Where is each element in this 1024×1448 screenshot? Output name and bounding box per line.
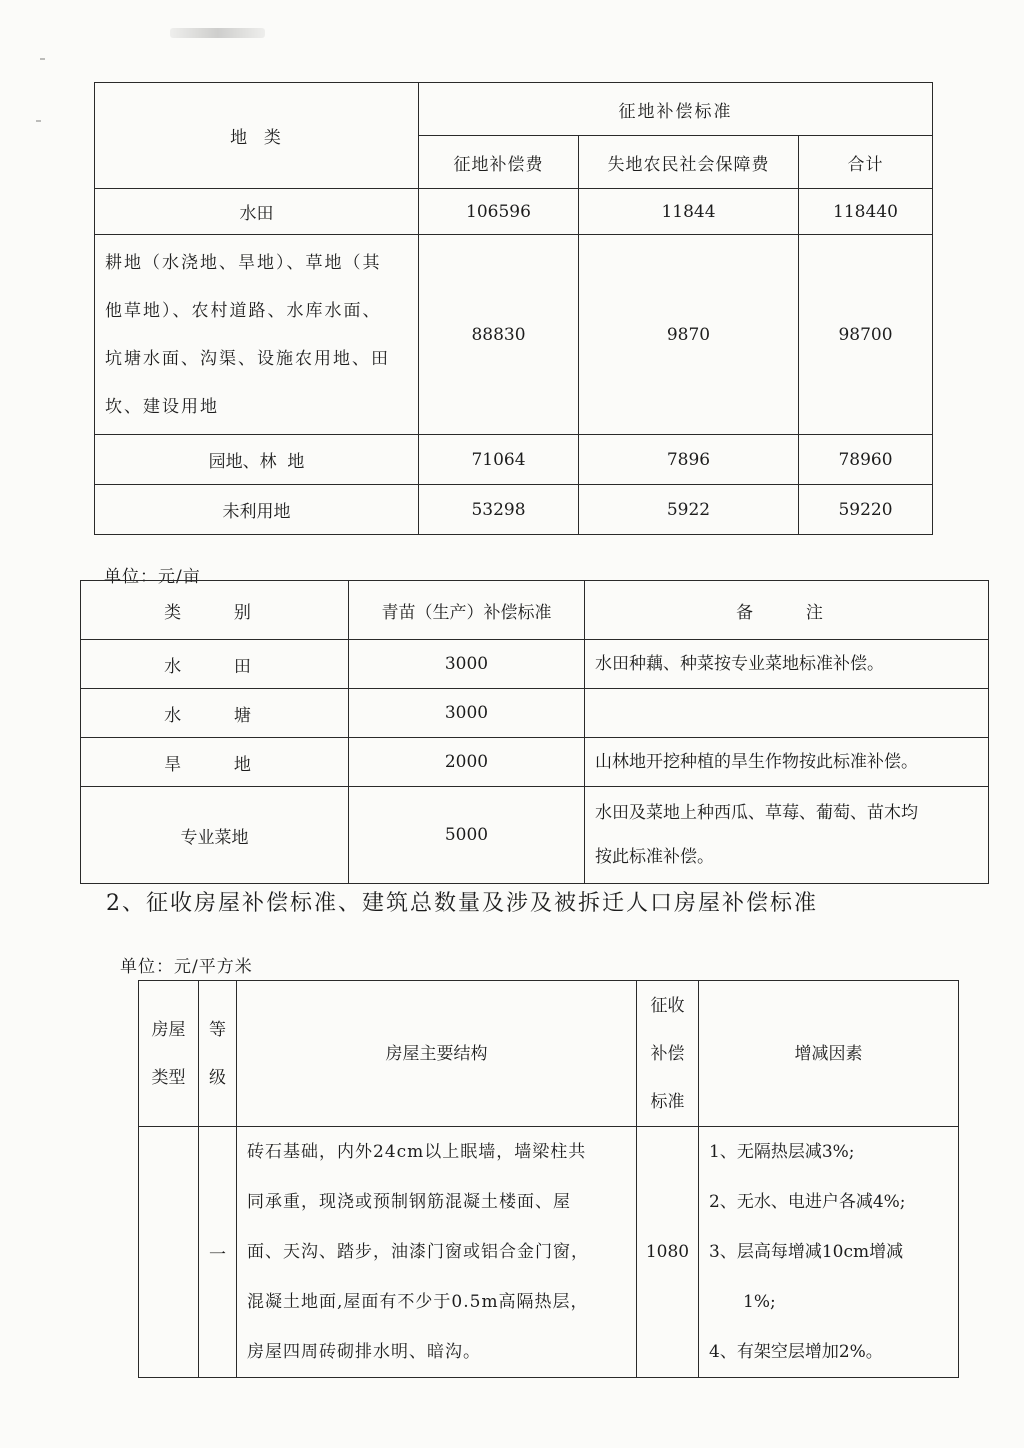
total-value: 59220 xyxy=(799,485,933,535)
crop-remark xyxy=(585,787,989,884)
structure-line: 房屋四周砖砌排水明、暗沟。 xyxy=(247,1342,481,1362)
structure-line: 同承重，现浇或预制钢筋混凝土楼面、屋 xyxy=(247,1192,571,1212)
fee-value: 88830 xyxy=(419,235,579,435)
crop-standard: 5000 xyxy=(349,787,585,884)
fee-value: 106596 xyxy=(419,189,579,235)
total-value: 118440 xyxy=(799,189,933,235)
header-line: 征收 xyxy=(650,995,685,1016)
land-type-line: 耕地（水浇地、旱地）、草地（其 xyxy=(105,252,382,273)
header-house-standard xyxy=(637,981,699,1127)
header-crop-standard: 青苗（生产）补偿标准 xyxy=(349,581,585,640)
table-row xyxy=(95,485,933,535)
structure-line: 砖石基础，内外24cm以上眠墙，墙梁柱共 xyxy=(247,1142,587,1162)
header-social: 失地农民社会保障费 xyxy=(579,136,799,189)
factor-line: 1%; xyxy=(743,1292,776,1312)
social-value: 11844 xyxy=(579,189,799,235)
header-factors: 增减因素 xyxy=(699,981,959,1127)
house-grade: 一 xyxy=(199,1127,237,1378)
crop-standard: 2000 xyxy=(349,738,585,787)
land-type: 水田 xyxy=(95,189,419,235)
crop-category: 旱 地 xyxy=(81,738,349,787)
factor-line: 3、层高每增减10cm增减 xyxy=(709,1242,904,1262)
crop-category: 专业菜地 xyxy=(81,787,349,884)
scan-artifact xyxy=(36,120,41,122)
social-value: 9870 xyxy=(579,235,799,435)
land-type: 园地、林 地 xyxy=(95,435,419,485)
header-line: 级 xyxy=(209,1067,226,1088)
header-line: 房屋 xyxy=(151,1019,186,1040)
section-heading: 2、征收房屋补偿标准、建筑总数量及涉及被拆迁人口房屋补偿标准 xyxy=(106,891,818,916)
land-type xyxy=(95,235,419,435)
table-row xyxy=(139,981,959,1127)
header-fee: 征地补偿费 xyxy=(419,136,579,189)
structure-line: 面、天沟、踏步，油漆门窗或铝合金门窗， xyxy=(247,1242,589,1262)
crop-category: 水 塘 xyxy=(81,689,349,738)
land-compensation-table xyxy=(94,82,933,535)
scan-artifact xyxy=(40,58,45,60)
total-value: 98700 xyxy=(799,235,933,435)
remark-line: 水田及菜地上种西瓜、草莓、葡萄、苗木均 xyxy=(595,803,918,823)
crop-compensation-table xyxy=(80,580,989,884)
crop-remark xyxy=(585,689,989,738)
table-row xyxy=(139,1127,959,1378)
header-line: 标准 xyxy=(650,1091,685,1112)
crop-standard: 3000 xyxy=(349,689,585,738)
table-row xyxy=(81,640,989,689)
total-value: 78960 xyxy=(799,435,933,485)
fee-value: 71064 xyxy=(419,435,579,485)
factor-line: 4、有架空层增加2%。 xyxy=(709,1342,883,1362)
remark-line: 按此标准补偿。 xyxy=(595,847,714,867)
land-type-line: 坎、建设用地 xyxy=(105,396,219,417)
header-structure: 房屋主要结构 xyxy=(237,981,637,1127)
unit-label: 单位：元/平方米 xyxy=(120,957,253,977)
house-compensation-table xyxy=(138,980,959,1378)
header-line: 类型 xyxy=(151,1067,186,1088)
table-row xyxy=(95,235,933,435)
header-house-type xyxy=(139,981,199,1127)
table-row xyxy=(95,435,933,485)
land-type: 未利用地 xyxy=(95,485,419,535)
table-row xyxy=(81,581,989,640)
header-line: 等 xyxy=(209,1019,226,1040)
table-row xyxy=(81,738,989,787)
house-structure xyxy=(237,1127,637,1378)
header-standard: 征地补偿标准 xyxy=(419,83,933,136)
header-grade xyxy=(199,981,237,1127)
social-value: 7896 xyxy=(579,435,799,485)
unit-label: 单位：元/亩 xyxy=(104,567,201,587)
header-remark: 备 注 xyxy=(585,581,989,640)
table-row xyxy=(81,689,989,738)
scan-artifact xyxy=(170,28,265,38)
factor-line: 2、无水、电进户各减4%; xyxy=(709,1192,906,1212)
table-row xyxy=(95,189,933,235)
crop-standard: 3000 xyxy=(349,640,585,689)
header-land-type: 地 类 xyxy=(95,83,419,189)
crop-remark: 山林地开挖种植的旱生作物按此标准补偿。 xyxy=(585,738,989,787)
house-factors xyxy=(699,1127,959,1378)
structure-line: 混凝土地面,屋面有不少于0.5m高隔热层， xyxy=(247,1292,589,1312)
fee-value: 53298 xyxy=(419,485,579,535)
crop-category: 水 田 xyxy=(81,640,349,689)
house-standard: 1080 xyxy=(637,1127,699,1378)
table-row xyxy=(81,787,989,884)
header-line: 补偿 xyxy=(650,1043,685,1064)
crop-remark: 水田种藕、种菜按专业菜地标准补偿。 xyxy=(585,640,989,689)
land-type-line: 坑塘水面、沟渠、设施农用地、田 xyxy=(105,348,390,369)
factor-line: 1、无隔热层减3%; xyxy=(709,1142,855,1162)
land-type-line: 他草地）、农村道路、水库水面、 xyxy=(105,300,382,321)
header-total: 合计 xyxy=(799,136,933,189)
house-type xyxy=(139,1127,199,1378)
header-category: 类 别 xyxy=(81,581,349,640)
social-value: 5922 xyxy=(579,485,799,535)
